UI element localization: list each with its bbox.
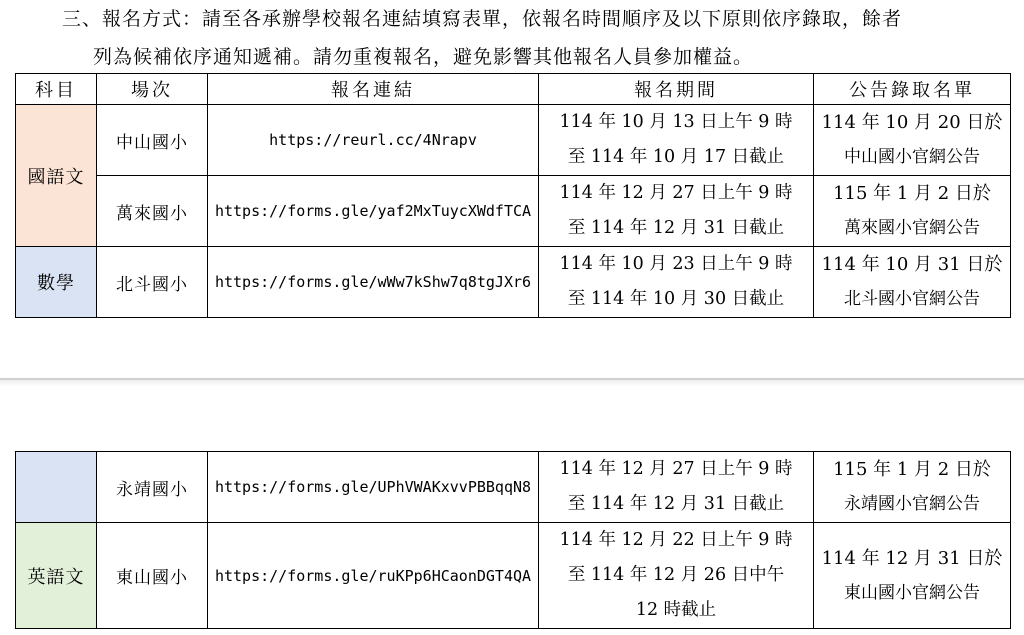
registration-link[interactable]: https://forms.gle/ruKPp6HCaonDGT4QA [208,523,539,629]
school-cell: 萬來國小 [97,176,208,247]
period-line: 至 114 年 10 月 17 日截止 [567,147,785,167]
table-row [16,176,1011,247]
announcement-line: 永靖國小官網公告 [844,494,980,514]
announcement-line: 中山國小官網公告 [844,147,980,167]
announcement-line: 114 年 10 月 20 日於 [821,112,1003,133]
school-cell: 北斗國小 [97,247,208,318]
announcement-cell [814,247,1011,318]
period-line: 114 年 10 月 13 日上午 9 時 [559,112,793,132]
announcement-cell [814,105,1011,176]
subject-cell: 國語文 [16,105,97,247]
registration-link[interactable]: https://forms.gle/yaf2MxTuycXWdfTCA [208,176,539,247]
table-row [16,105,1011,176]
instructions-line-1: 三、報名方式：請至各承辦學校報名連結填寫表單，依報名時間順序及以下原則依序錄取，餘者 [62,8,903,30]
announcement-line: 114 年 10 月 31 日於 [821,254,1003,275]
period-cell [539,247,814,318]
header-announcement: 公告錄取名單 [814,74,1011,105]
period-cell [539,523,814,629]
announcement-cell [814,176,1011,247]
header-session: 場次 [97,74,208,105]
instructions-line-2: 列為候補依序通知遞補。請勿重複報名，避免影響其他報名人員參加權益。 [93,46,754,68]
period-line: 12 時截止 [635,600,717,620]
announcement-cell [814,523,1011,629]
announcement-line: 115 年 1 月 2 日於 [833,459,991,480]
registration-table-continued [15,451,1011,629]
period-line: 114 年 12 月 27 日上午 9 時 [559,183,793,203]
announcement-line: 東山國小官網公告 [844,582,980,603]
subject-cell: 數學 [16,247,97,318]
period-line: 至 114 年 12 月 31 日截止 [567,494,785,514]
period-cell [539,452,814,523]
subject-cell: 英語文 [16,523,97,629]
period-line: 至 114 年 12 月 31 日截止 [567,218,785,238]
school-cell: 中山國小 [97,105,208,176]
announcement-line: 萬來國小官網公告 [844,218,980,238]
table-row [16,523,1011,629]
period-line: 至 114 年 12 月 26 日中午 [567,565,785,585]
table-row [16,452,1011,523]
school-cell: 永靖國小 [97,452,208,523]
table-header-row [16,74,1011,105]
announcement-cell [814,452,1011,523]
subject-cell [16,452,97,523]
period-line: 114 年 12 月 27 日上午 9 時 [559,459,793,479]
announcement-line: 北斗國小官網公告 [844,289,980,309]
period-line: 至 114 年 10 月 30 日截止 [567,289,785,309]
registration-link[interactable]: https://forms.gle/UPhVWAKxvvPBBqqN8 [208,452,539,523]
header-link: 報名連結 [208,74,539,105]
school-cell: 東山國小 [97,523,208,629]
table-row [16,247,1011,318]
page-break-shadow [0,380,1024,386]
period-cell [539,176,814,247]
registration-link[interactable]: https://reurl.cc/4Nrapv [208,105,539,176]
announcement-line: 114 年 12 月 31 日於 [821,547,1003,569]
period-cell [539,105,814,176]
period-line: 114 年 10 月 23 日上午 9 時 [559,254,793,274]
registration-table [15,73,1011,318]
period-line: 114 年 12 月 22 日上午 9 時 [559,530,793,550]
announcement-line: 115 年 1 月 2 日於 [833,183,991,204]
header-subject: 科目 [16,74,97,105]
registration-link[interactable]: https://forms.gle/wWw7kShw7q8tgJXr6 [208,247,539,318]
header-period: 報名期間 [539,74,814,105]
